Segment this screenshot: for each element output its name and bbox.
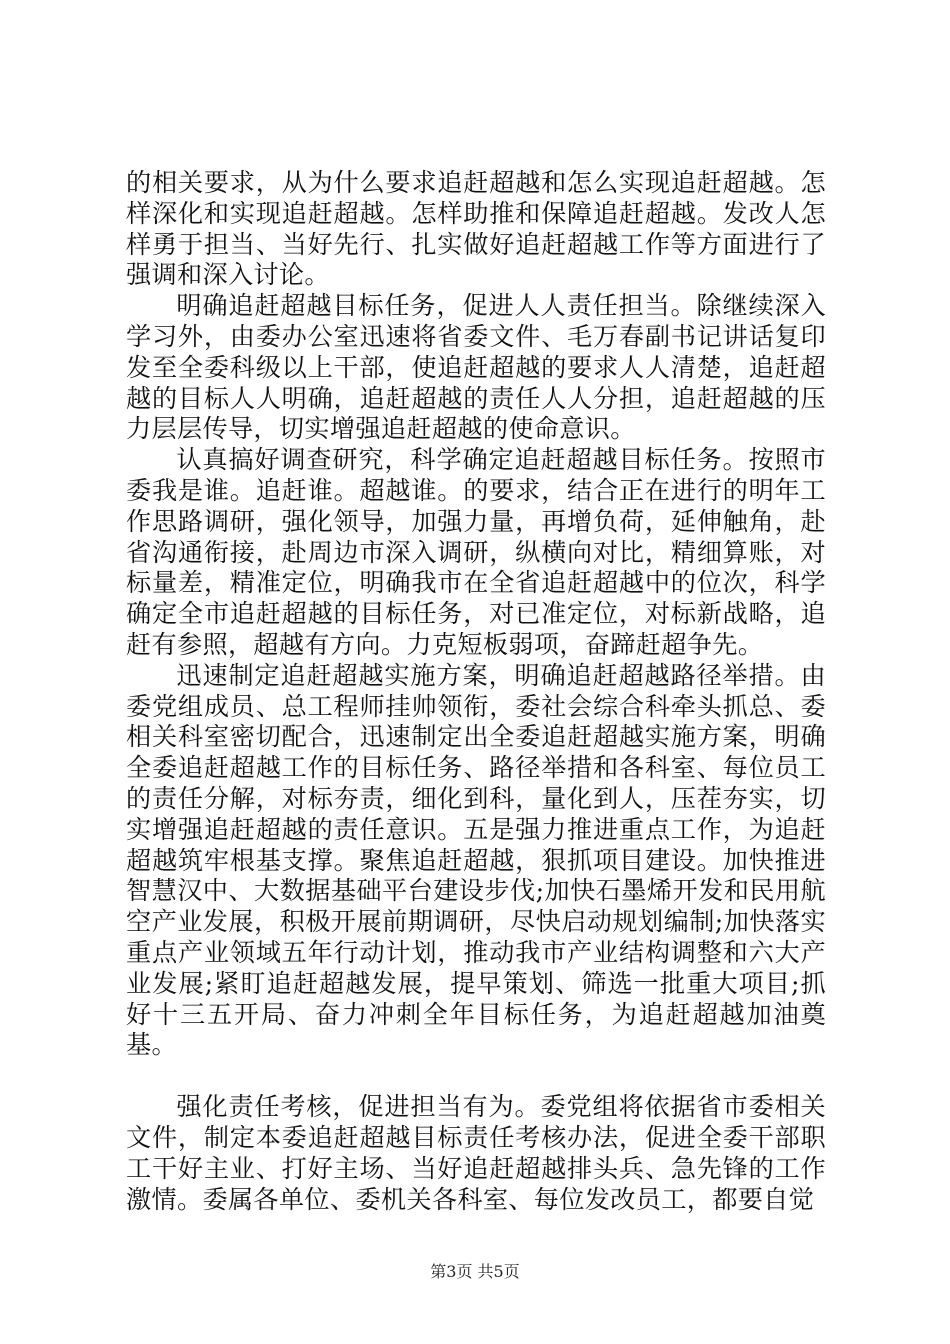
paragraph-5: 强化责任考核，促进担当有为。委党组将依据省市委相关文件，制定本委追赶超越目标责任考核办法，促进全委干部职工干好主业、打好主场、当好追赶超越排头兵、急先锋的工作激情。委属各单位、委机关各科室、每位发改员工，都要自觉: [126, 1092, 826, 1214]
paragraph-4: 迅速制定追赶超越实施方案，明确追赶超越路径举措。由委党组成员、总工程师挂帅领衔，委社会综合科牵头抓总、委相关科室密切配合，迅速制定出全委追赶超越实施方案，明确全委追赶超越工作的目标任务、路径举措和各科室、每位员工的责任分解，对标夯责，细化到科，量化到人，压茬夯实，切实增强追赶超越的责任意识。五是强力推进重点工作，为追赶超越筑牢根基支撑。聚焦追赶超越，狠抓项目建设。加快推进智慧汉中、大数据基础平台建设步伐;加快石墨烯开发和民用航空产业发展，积极开展前期调研，尽快启动规划编制;加快落实重点产业领域五年行动计划，推动我市产业结构调整和六大产业发展;紧盯追赶超越发展，提早策划、筛选一批重大项目;抓好十三五开局、奋力冲刺全年目标任务，为追赶超越加油奠基。: [126, 660, 826, 1060]
paragraph-1: 的相关要求，从为什么要求追赶超越和怎么实现追赶超越。怎样深化和实现追赶超越。怎样助推和保障追赶超越。发改人怎样勇于担当、当好先行、扎实做好追赶超越工作等方面进行了强调和深入讨论。: [126, 168, 826, 290]
paragraph-2: 明确追赶超越目标任务，促进人人责任担当。除继续深入学习外，由委办公室迅速将省委文件、毛万春副书记讲话复印发至全委科级以上干部，使追赶超越的要求人人清楚，追赶超越的目标人人明确，追赶超越的责任人人分担，追赶超越的压力层层传导，切实增强追赶超越的使命意识。: [126, 291, 826, 444]
page-number-footer: 第3页 共5页: [430, 1262, 520, 1281]
paragraph-3: 认真搞好调查研究，科学确定追赶超越目标任务。按照市委我是谁。追赶谁。超越谁。的要求，结合正在进行的明年工作思路调研，强化领导，加强力量，再增负荷，延伸触角，赴省沟通衔接，赴周边市深入调研，纵横向对比，精细算账，对标量差，精准定位，明确我市在全省追赶超越中的位次，科学确定全市追赶超越的目标任务，对已准定位，对标新战略，追赶有参照，超越有方向。力克短板弱项，奋蹄赶超争先。: [126, 445, 826, 659]
document-body: [126, 168, 826, 1215]
